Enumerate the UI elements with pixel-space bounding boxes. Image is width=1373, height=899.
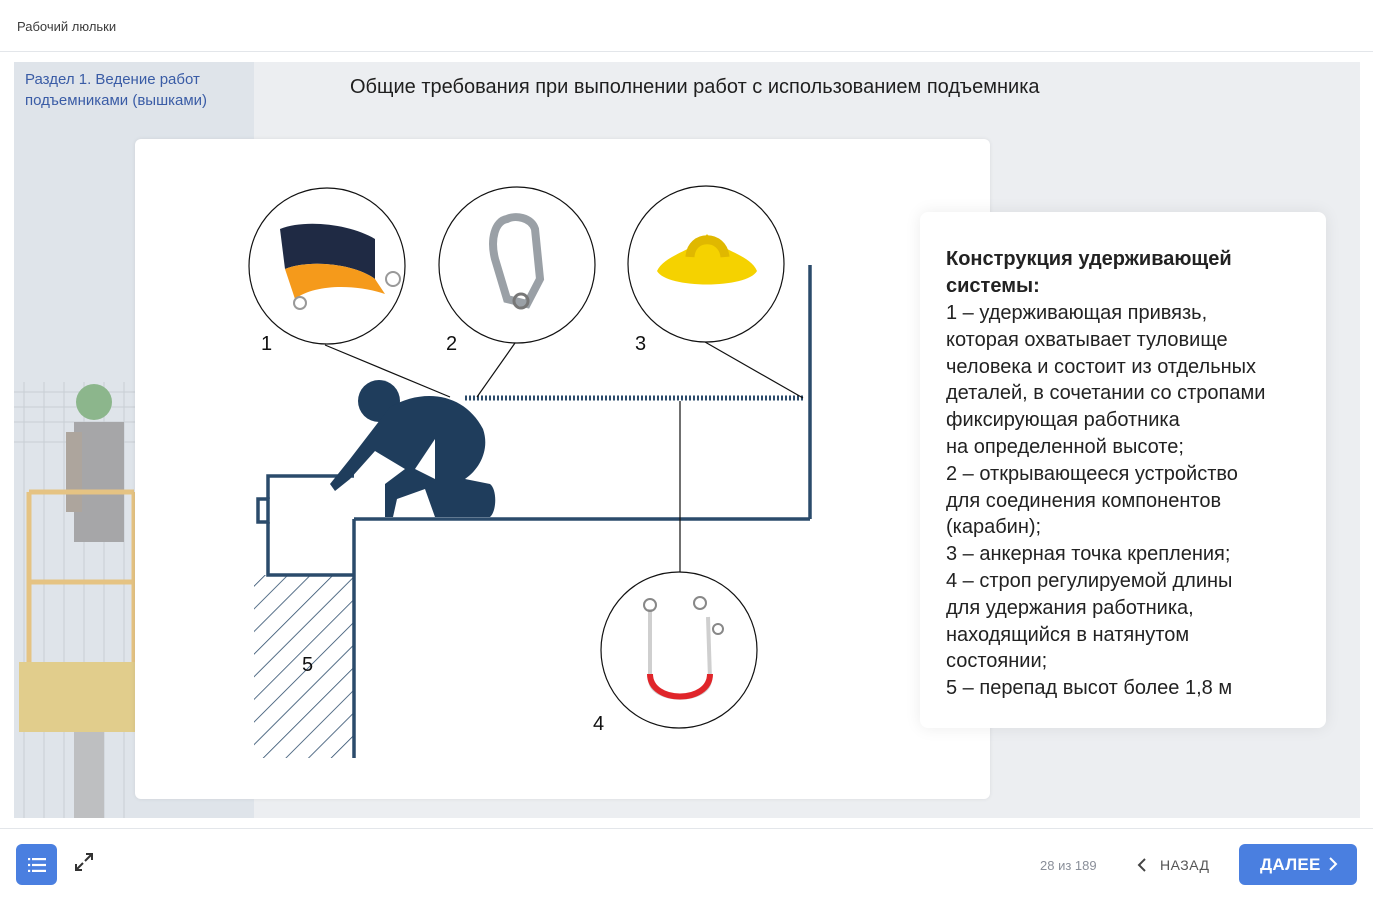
worker-silhouette	[330, 380, 495, 517]
top-bar	[0, 0, 1373, 52]
harness-belt-icon	[249, 188, 405, 344]
info-line: на определенной высоте;	[946, 435, 1184, 458]
expand-button[interactable]	[74, 852, 98, 876]
label-2: 2	[446, 333, 458, 355]
label-1: 1	[261, 333, 273, 355]
footer-bar	[0, 828, 1373, 899]
info-title-line-2: системы:	[946, 275, 1040, 297]
info-line: состоянии;	[946, 650, 1048, 673]
info-card	[920, 212, 1326, 728]
next-label: ДАЛЕЕ	[1260, 854, 1321, 874]
chevron-right-icon	[1327, 856, 1339, 872]
label-3: 3	[635, 333, 647, 355]
anchor-point-icon	[628, 186, 784, 342]
section-label	[25, 69, 207, 111]
info-line: 5 – перепад высот более 1,8 м	[946, 677, 1233, 700]
diagram-card	[135, 139, 990, 799]
expand-icon	[74, 852, 94, 872]
info-title	[946, 246, 1300, 300]
label-5: 5	[302, 654, 314, 676]
page-counter: 28 из 189	[1040, 858, 1097, 873]
section-line-1: Раздел 1. Ведение работ	[25, 71, 200, 88]
slide-area	[14, 62, 1360, 818]
label-4: 4	[593, 713, 605, 735]
carabiner-icon	[439, 187, 595, 343]
info-line: для удержания работника,	[946, 596, 1194, 619]
back-label: НАЗАД	[1160, 857, 1210, 873]
window-title: Рабочий люльки	[17, 19, 117, 34]
list-icon	[28, 858, 46, 872]
info-line: человека и состоит из отдельных	[946, 355, 1257, 378]
next-button[interactable]	[1239, 844, 1357, 885]
page-title: Общие требования при выполнении работ с использованием подъемника	[350, 76, 1040, 98]
info-line: для соединения компонентов	[946, 489, 1222, 512]
section-line-2: подъемниками (вышками)	[25, 92, 208, 109]
restraint-system-diagram	[135, 139, 990, 799]
info-title-line-1: Конструкция удерживающей	[946, 248, 1232, 270]
chevron-left-icon	[1134, 857, 1150, 873]
info-line: 1 – удерживающая привязь,	[946, 302, 1208, 324]
info-line: которая охватывает туловище	[946, 328, 1228, 351]
info-line: фиксирующая работника	[946, 409, 1180, 432]
lanyard-icon	[601, 572, 757, 728]
info-line: (карабин);	[946, 516, 1042, 539]
back-button[interactable]	[1134, 853, 1210, 877]
info-line: находящийся в натянутом	[946, 623, 1190, 646]
info-line: 3 – анкерная точка крепления;	[946, 543, 1231, 566]
info-line: 4 – строп регулируемой длины	[946, 569, 1233, 592]
menu-button[interactable]	[16, 844, 57, 885]
info-line: деталей, в сочетании со стропами	[946, 382, 1266, 405]
info-line: 2 – открывающееся устройство	[946, 462, 1238, 485]
